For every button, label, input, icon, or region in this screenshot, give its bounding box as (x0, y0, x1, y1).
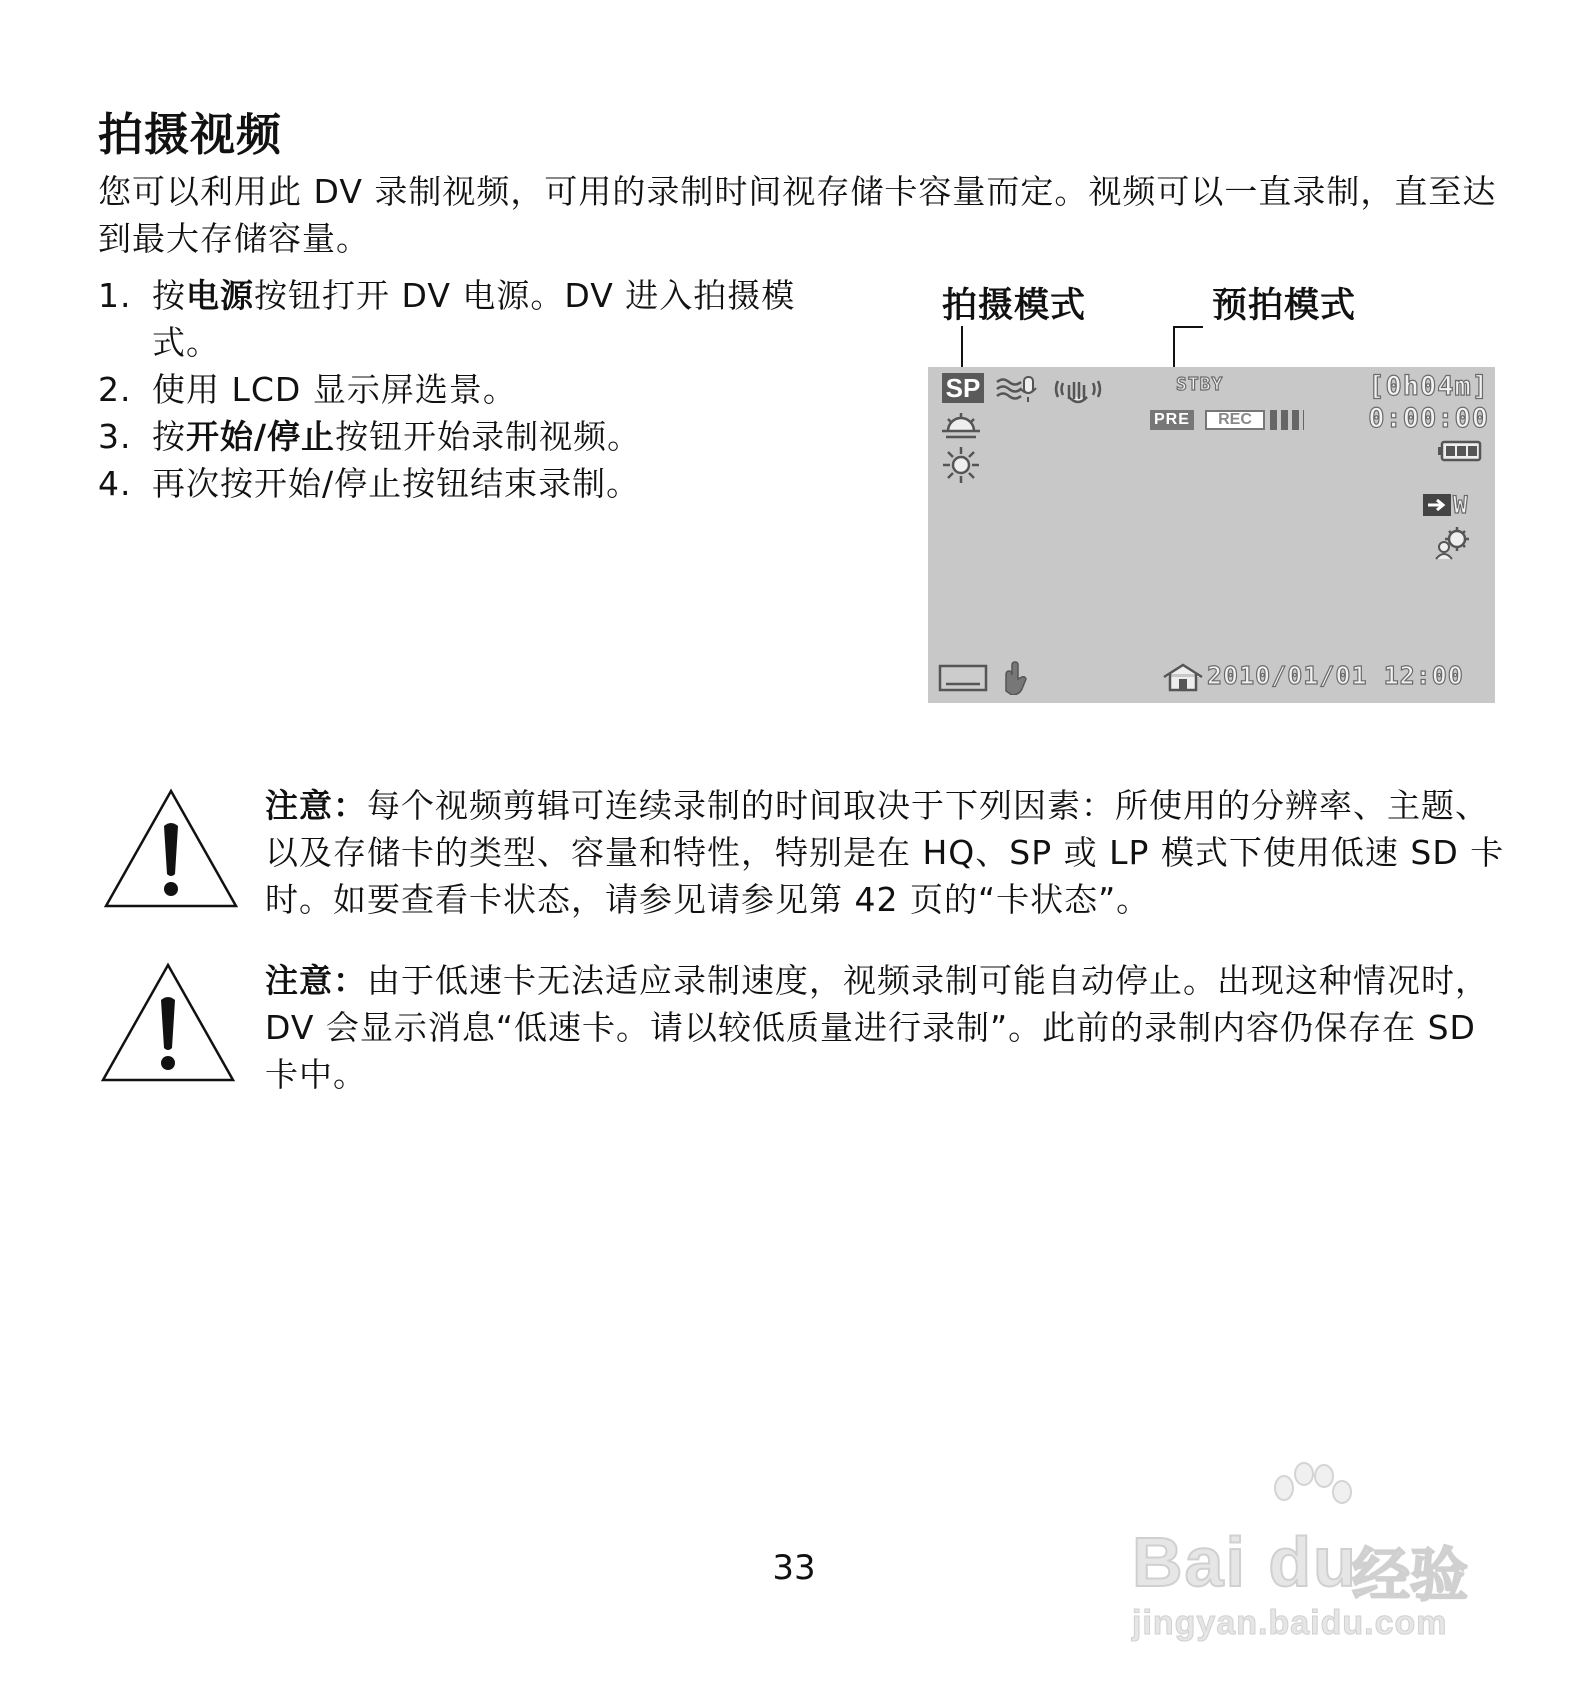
pre-record-level-bars (1270, 410, 1304, 430)
step-text: 按钮开始录制视频。 (335, 417, 642, 456)
step-bold: 电源 (186, 276, 254, 315)
step-number: 3. (98, 417, 132, 456)
step-number: 1. (98, 276, 132, 315)
remaining-time: [0h04m] (1368, 371, 1489, 402)
wind-cut-icon (994, 373, 1042, 405)
pre-badge: PRE (1150, 410, 1194, 430)
stabilizer-hand-icon (1052, 373, 1104, 405)
note-label: 注意： (265, 961, 367, 1000)
step-number: 4. (98, 464, 132, 503)
zoom-mode-label: W (1453, 491, 1469, 519)
step-item (98, 413, 858, 460)
home-time-icon (1161, 663, 1205, 693)
watermark-cn: 经验 (1352, 1541, 1469, 1609)
step-text: 按钮打开 DV 电源。DV 进入拍摄模式。 (152, 276, 796, 362)
face-detect-settings-icon (1433, 525, 1473, 561)
label-pre-shoot-mode: 预拍模式 (1212, 286, 1357, 326)
note-1 (265, 782, 1505, 923)
touch-hand-icon (994, 661, 1030, 695)
warning-triangle-icon (100, 962, 236, 1084)
note-label: 注意： (265, 786, 367, 825)
step-item (98, 272, 858, 366)
note-2 (265, 957, 1505, 1098)
step-item (98, 366, 858, 413)
step-text: 使用 LCD 显示屏选景。 (152, 370, 517, 409)
intro-paragraph: 您可以利用此 DV 录制视频，可用的录制时间视存储卡容量而定。视频可以一直录制，直至达到最大存储容量。 (98, 172, 1497, 258)
step-text: 按 (152, 417, 186, 456)
watermark-brand: Bai du (1132, 1523, 1358, 1601)
page-title: 拍摄视频 (98, 108, 283, 161)
standby-indicator: STBY (1176, 374, 1224, 395)
step-text: 按 (152, 276, 186, 315)
page-number: 33 (772, 1548, 816, 1588)
warning-triangle-icon (103, 788, 239, 910)
scene-sunset-icon (940, 411, 982, 441)
steps-list (98, 272, 858, 507)
step-bold: 开始/停止 (186, 417, 336, 456)
step-number: 2. (98, 370, 132, 409)
battery-icon (1437, 439, 1483, 463)
note-text: 每个视频剪辑可连续录制的时间取决于下列因素：所使用的分辨率、主题、以及存储卡的类型、容量和特性，特别是在 HQ、SP 或 LP 模式下使用低速 SD 卡时。如要查看卡状态，请参见请参见第 42 页的“卡状态”。 (265, 786, 1505, 919)
zoom-arrow-icon (1422, 493, 1452, 517)
step-item (98, 460, 858, 507)
lcd-screen (928, 367, 1495, 703)
label-shooting-mode: 拍摄模式 (942, 286, 1087, 326)
note-text: 由于低速卡无法适应录制速度，视频录制可能自动停止。出现这种情况时，DV 会显示消息“低速卡。请以较低质量进行录制”。此前的录制内容仍保存在 SD 卡中。 (265, 961, 1489, 1094)
callout-line-preshoot-horizontal (1173, 326, 1203, 328)
recording-counter: 0:00:00 (1368, 403, 1489, 434)
date-time: 2010/01/01 12:00 (1207, 661, 1464, 690)
white-balance-sun-icon (940, 445, 982, 485)
step-text: 再次按开始/停止按钮结束录制。 (152, 464, 641, 503)
watermark-url: jingyan.baidu.com (1132, 1604, 1448, 1642)
callout-line-shooting (961, 326, 963, 370)
display-frame-icon (938, 663, 990, 693)
quality-sp-badge: SP (942, 373, 984, 403)
rec-badge: REC (1205, 410, 1265, 430)
